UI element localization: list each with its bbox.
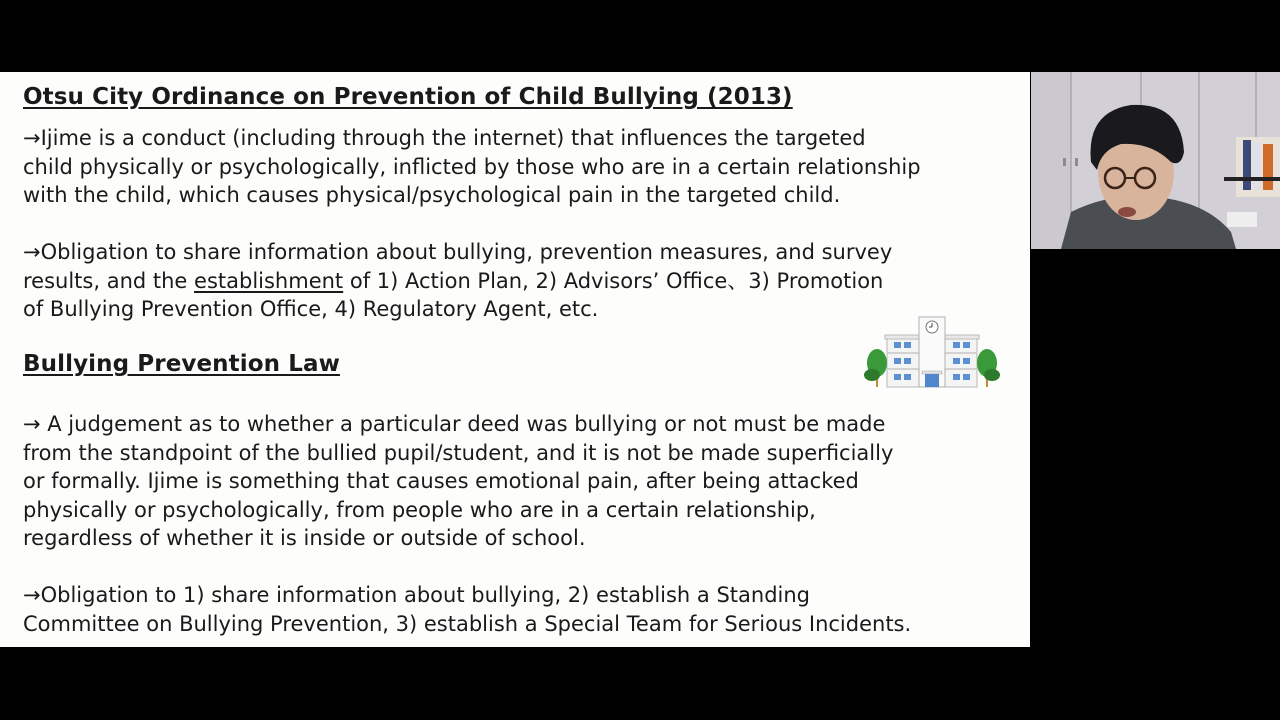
ordinance-obligation-line-3: of Bullying Prevention Office, 4) Regulatory Agent, etc. [23, 297, 599, 321]
law-heading: Bullying Prevention Law [23, 351, 340, 377]
law-obligation-line-2: Committee on Bullying Prevention, 3) establish a Special Team for Serious Incidents. [23, 611, 912, 636]
ordinance-obligation-line-2 [23, 267, 883, 296]
ordinance-heading: Otsu City Ordinance on Prevention of Child Bullying (2013) [23, 84, 793, 110]
underlined-term: establishment [194, 268, 344, 293]
text-segment: of 1) Action Plan, 2) Advisors’ Office、3) Promotion [343, 268, 884, 293]
law-obligation-line-1: →Obligation to 1) share information about bullying, 2) establish a Standing [23, 583, 811, 607]
law-judgement-line-1: → A judgement as to whether a particular deed was bullying or not must be made [23, 412, 886, 436]
ordinance-definition-line-2: child physically or psychologically, inflicted by those who are in a certain relationship [23, 154, 921, 179]
presenter-video-icon [1031, 72, 1280, 249]
presenter-webcam [1031, 72, 1280, 249]
ordinance-definition-line-3: with the child, which causes physical/psychological pain in the targeted child. [23, 183, 841, 207]
school-building-icon [862, 315, 1002, 390]
presentation-slide [0, 72, 1030, 647]
law-judgement-line-5: regardless of whether it is inside or outside of school. [23, 526, 586, 550]
text-segment: results, and the [23, 268, 195, 293]
law-judgement-line-4: physically or psychologically, from people who are in a certain relationship, [23, 497, 816, 522]
law-judgement-line-3: or formally. Ijime is something that causes emotional pain, after being attacked [23, 469, 859, 493]
law-judgement-line-2: from the standpoint of the bullied pupil/student, and it is not be made superficially [23, 440, 894, 465]
ordinance-definition-line-1: →Ijime is a conduct (including through the internet) that influences the targeted [23, 126, 866, 150]
ordinance-obligation-line-1: →Obligation to share information about bullying, prevention measures, and survey [23, 240, 893, 264]
